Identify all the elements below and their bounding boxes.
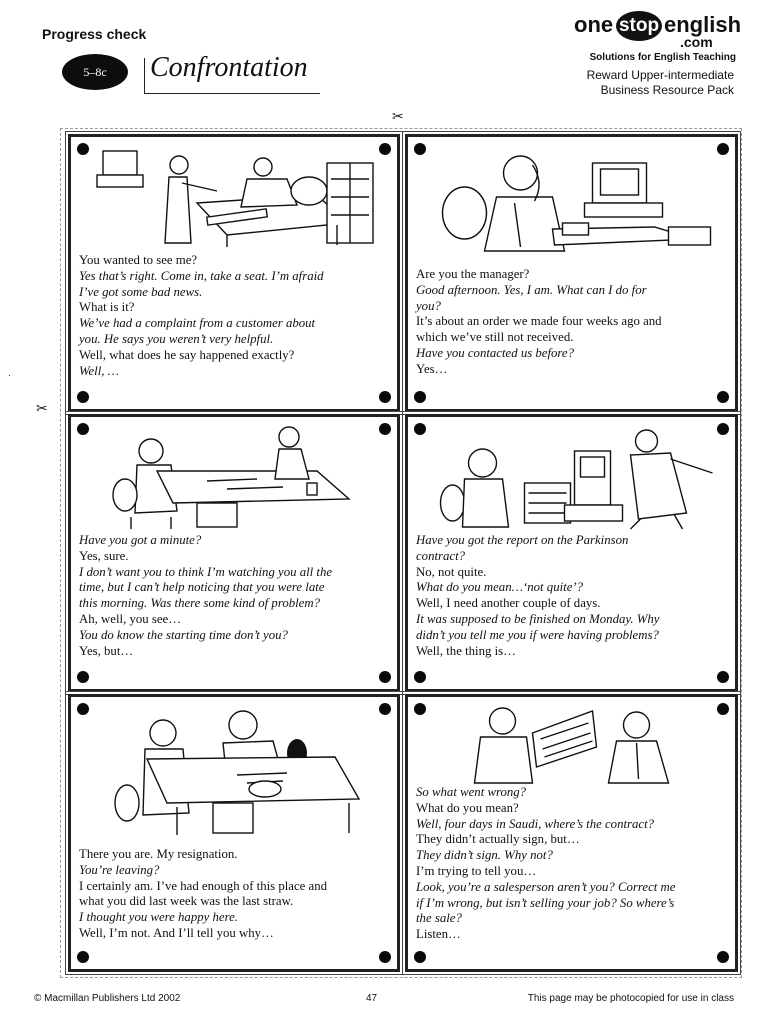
page-title: Confrontation	[150, 52, 308, 83]
dialogue-line: We’ve had a complaint from a customer about	[79, 316, 316, 331]
dialogue-line: didn’t you tell me you if were having problems?	[416, 627, 659, 642]
dialogue-text	[416, 267, 727, 378]
dialogue-line: You’re leaving?	[79, 862, 160, 877]
section-badge: 5–8c	[62, 54, 128, 90]
punch-hole-icon	[77, 951, 89, 963]
footer-photocopy-notice: This page may be photocopied for use in class	[527, 993, 734, 1004]
dialogue-line: You do know the starting time don’t you?	[79, 627, 288, 642]
dialogue-line: I don’t want you to think I’m watching you all the	[79, 564, 333, 579]
dialogue-line: Well, what does he say happened exactly?	[79, 347, 295, 362]
dialogue-line: Ah, well, you see…	[79, 611, 182, 626]
dialogue-card	[68, 414, 400, 692]
punch-hole-icon	[414, 671, 426, 683]
dialogue-card	[68, 694, 400, 972]
onestopenglish-logo	[572, 10, 742, 50]
punch-hole-icon	[717, 391, 729, 403]
logo-word-one: one	[574, 12, 614, 37]
dialogue-line: contract?	[416, 548, 466, 563]
dialogue-line: Yes, sure.	[79, 548, 129, 563]
punch-hole-icon	[414, 391, 426, 403]
punch-hole-icon	[717, 671, 729, 683]
dialogue-card	[405, 694, 738, 972]
title-divider	[144, 58, 145, 94]
dialogue-line: There you are. My resignation.	[79, 847, 238, 861]
subtitle-line-1: Reward Upper-intermediate	[586, 68, 734, 82]
punch-hole-icon	[379, 951, 391, 963]
dialogue-line: the sale?	[416, 911, 462, 926]
dialogue-line: No, not quite.	[416, 564, 487, 579]
dialogue-line: They didn’t sign. Why not?	[416, 848, 553, 863]
dialogue-line: You wanted to see me?	[79, 253, 198, 267]
dialogue-line: I certainly am. I’ve had enough of this place and	[79, 878, 328, 893]
dialogue-line: Well, I’m not. And I’ll tell you why…	[79, 925, 274, 940]
dialogue-line: you. He says you weren’t very helpful.	[79, 331, 274, 346]
dialogue-text	[416, 785, 727, 943]
logo-word-com: .com	[680, 34, 713, 50]
dialogue-line: What is it?	[79, 300, 135, 315]
dialogue-line: which we’ve still not received.	[416, 330, 574, 345]
punch-hole-icon	[77, 671, 89, 683]
punch-hole-icon	[379, 391, 391, 403]
section-label: Progress check	[42, 26, 147, 42]
dialogue-line: Are you the manager?	[416, 267, 530, 281]
scissors-icon: ✂	[392, 108, 404, 124]
dialogue-card	[68, 134, 400, 412]
punch-hole-icon	[717, 951, 729, 963]
desk-worker-boss-watching-icon	[87, 423, 381, 533]
punch-hole-icon	[77, 391, 89, 403]
dialogue-line: I’m trying to tell you…	[416, 863, 537, 878]
dialogue-line: you?	[416, 298, 441, 313]
dialogue-line: They didn’t actually sign, but…	[416, 832, 580, 847]
angry-boss-computer-icon	[424, 423, 719, 533]
dialogue-line: what you did last week was the last straw.	[79, 894, 294, 909]
dialogue-text	[79, 847, 389, 942]
dialogue-line: Have you got the report on the Parkinson	[416, 533, 629, 547]
footer-copyright: © Macmillan Publishers Ltd 2002	[34, 993, 181, 1004]
punch-hole-icon	[414, 951, 426, 963]
dialogue-line: Have you contacted us before?	[416, 345, 575, 360]
dialogue-line: Well, …	[79, 363, 120, 378]
dialogue-line: time, but I can’t help noticing that you were late	[79, 580, 325, 595]
dialogue-line: It was supposed to be finished on Monday. Why	[416, 611, 660, 626]
resignation-letter-desk-icon	[87, 703, 381, 843]
footer-page-number: 47	[366, 993, 378, 1004]
dialogue-text	[416, 533, 727, 659]
salesman-reading-report-icon	[424, 703, 719, 787]
dialogue-line: Good afternoon. Yes, I am. What can I do for	[416, 282, 647, 297]
stray-mark: ·	[8, 370, 11, 380]
subtitle-line-2: Business Resource Pack	[600, 83, 734, 97]
dialogue-line: I thought you were happy here.	[79, 910, 238, 925]
logo-tagline: Solutions for English Teaching	[589, 52, 736, 63]
dialogue-card	[405, 134, 738, 412]
dialogue-line: Well, four days in Saudi, where’s the contract?	[416, 816, 655, 831]
punch-hole-icon	[379, 671, 391, 683]
dialogue-text	[79, 253, 389, 379]
dialogue-line: Have you got a minute?	[79, 533, 202, 547]
dialogue-card	[405, 414, 738, 692]
dialogue-line: Listen…	[416, 927, 461, 942]
dialogue-line: Yes, but…	[79, 643, 134, 658]
dialogue-line: I’ve got some bad news.	[79, 284, 203, 299]
dialogue-line: Well, I need another couple of days.	[416, 596, 601, 611]
phone-call-computer-icon	[424, 143, 719, 257]
title-underline	[144, 93, 320, 94]
dialogue-line: It’s about an order we made four weeks ago and	[416, 314, 662, 329]
dialogue-line: this morning. Was there some kind of problem?	[79, 596, 320, 611]
dialogue-line: Well, the thing is…	[416, 643, 516, 658]
dialogue-line: Yes that’s right. Come in, take a seat. I’m afraid	[79, 268, 324, 283]
dialogue-line: So what went wrong?	[416, 785, 527, 799]
logo-word-english: english	[664, 12, 742, 37]
scissors-icon: ✂	[36, 400, 48, 416]
logo-word-stop: stop	[616, 11, 662, 41]
dialogue-line: What do you mean…‘not quite’?	[416, 580, 584, 595]
dialogue-text	[79, 533, 389, 659]
office-scene-manager-desk-icon	[87, 143, 381, 249]
dialogue-line: Yes…	[416, 361, 448, 376]
dialogue-line: What do you mean?	[416, 800, 519, 815]
dialogue-line: if I’m wrong, but isn’t selling your job? So where’s	[416, 895, 675, 910]
dialogue-line: Look, you’re a salesperson aren’t you? Correct me	[416, 879, 676, 894]
